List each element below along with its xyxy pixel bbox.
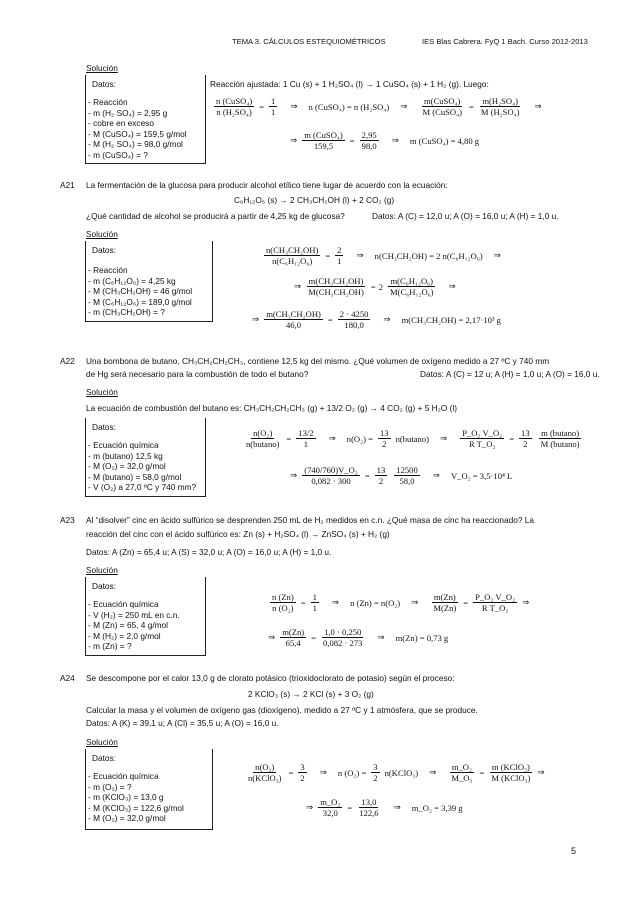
- datos-title: Datos:: [92, 581, 116, 591]
- header-left: TEMA 3. CÁLCULOS ESTEQUIOMÉTRICOS: [232, 37, 386, 46]
- implies-icon: ⇒: [306, 802, 314, 812]
- problem-data: Datos: A (K) = 39,1 u; A (Cl) = 35,5 u; A (O) = 16,0 u.: [86, 718, 279, 728]
- datos-item: - Reacción: [88, 265, 128, 275]
- datos-list: [88, 599, 180, 652]
- implies-icon: ⇒: [448, 281, 456, 291]
- datos-item: - M (CuSO₄) = 159,5 g/mol: [88, 128, 187, 139]
- chemical-equation: 2 KClO₃ (s) → 2 KCl (s) + 3 O₂ (g): [248, 689, 374, 699]
- implies-icon: ⇒: [429, 767, 437, 777]
- implies-icon: ⇒: [290, 135, 298, 145]
- datos-item: - V (O₂) a 27,0 ºC y 740 mm?: [88, 482, 197, 493]
- implies-icon: ⇒: [328, 433, 336, 443]
- problem-statement: Al “disolver” cinc en ácido sulfúrico se desprenden 250 mL de H₂ medidos en c.n. ¿Qué masa de cinc ha reaccionado? La: [86, 515, 534, 525]
- problem-question: ¿Qué cantidad de alcohol se producirá a partir de 4,25 kg de glucosa?: [86, 211, 345, 221]
- datos-box-right: [212, 241, 213, 321]
- datos-list: [88, 440, 196, 493]
- equation-line: $\frac{n (Zn)}{\text{n (O₂)}}$ = $\frac{1}{1}$ ⇒ n (Zn) = n(O₂) ⇒ $\frac{m(Zn)}{M(Zn)}$ = $\frac{\text{P\_O₂ V\_O₂}}{\text{R T\_O₂}}$ ⇒: [272, 592, 530, 613]
- datos-item: - M (CH₃CH₂OH) = 46 g/mol: [88, 286, 193, 297]
- datos-item: - Ecuación química: [88, 599, 159, 609]
- datos-title: Datos:: [92, 753, 116, 763]
- datos-box-right: [205, 577, 206, 655]
- problem-label: A24: [60, 673, 75, 683]
- datos-item: - Ecuación química: [88, 771, 159, 781]
- equation-line: ⇒ $\frac{\text{m(CH₃CH₂OH)}}{46,0}$ = $\frac{2 \cdot 4250}{180,0}$ ⇒ m(CH₃CH₂OH) = 2,17·10³ g: [252, 309, 501, 330]
- datos-item: - M (H₂ SO₄) = 98,0 g/mol: [88, 139, 183, 150]
- problem-statement: Se descompone por el calor 13,0 g de clorato potásico (trioxidoclorato de potasio) según el proceso:: [86, 673, 455, 683]
- datos-list: [88, 771, 184, 824]
- datos-item: - M (O₂) = 32,0 g/mol: [88, 813, 166, 824]
- datos-item: - M (O₂) = 32,0 g/mol: [88, 461, 166, 472]
- datos-item: - m (KClO₃) = 13,0 g: [88, 792, 164, 803]
- implies-icon: ⇒: [493, 250, 501, 260]
- solution-heading: Solución: [86, 229, 118, 239]
- equation-line: $\frac{\text{n(CH₃CH₂OH)}}{\text{n(C₆H₁₂O₆)}}$ = $\frac{2}{1}$ ⇒ n(CH₃CH₂OH) = 2 n(C₆H₁₂O₆) ⇒: [266, 245, 501, 266]
- implies-icon: ⇒: [440, 433, 448, 443]
- problem-data: Datos: A (C) = 12,0 u; A (O) = 16,0 u; A (H) = 1,0 u.: [372, 211, 559, 221]
- datos-box-right: [212, 749, 213, 829]
- datos-item: - cobre en exceso: [88, 118, 154, 129]
- datos-box-left: [85, 75, 86, 163]
- datos-title: Datos:: [92, 245, 116, 255]
- problem-label: A22: [60, 356, 75, 366]
- solution-heading: Solución: [86, 565, 118, 575]
- datos-item: - m (butano) 12,5 kg: [88, 450, 163, 461]
- page-number: 5: [571, 846, 577, 856]
- datos-box-bottom: [85, 655, 206, 656]
- problem-statement: La fermentación de la glucosa para producir alcohol etílico tiene lugar de acuerdo con la ecuación:: [86, 180, 448, 190]
- implies-icon: ⇒: [522, 597, 530, 607]
- solution-heading: Solución: [86, 737, 118, 747]
- datos-box-left: [85, 749, 86, 829]
- datos-title: Datos:: [92, 79, 116, 89]
- implies-icon: ⇒: [356, 250, 364, 260]
- implies-icon: ⇒: [331, 597, 340, 607]
- chemical-equation: C₆H₁₂O₆ (s) → 2 CH₃CH₂OH (l) + 2 CO₂ (g): [234, 195, 395, 205]
- implies-icon: ⇒: [411, 597, 419, 607]
- datos-item: - V (H₂) = 250 mL en c.n.: [88, 609, 180, 620]
- datos-box-left: [85, 418, 86, 496]
- equation-line: ⇒ $\frac{\text{m(CH₃CH₂OH)}}{\text{M(CH₃CH₂OH)}}$ = 2 $\frac{\text{m(C₆H₁₂O₆)}}{\text{M(C₆H₁₂O₆)}}$ ⇒: [294, 276, 456, 297]
- implies-icon: ⇒: [252, 314, 260, 324]
- datos-item: - M (Zn) = 65, 4 g/mol: [88, 620, 168, 631]
- datos-item: - m (C₆H₁₂O₆) = 4,25 kg: [88, 275, 176, 286]
- datos-item: - Reacción: [88, 97, 128, 107]
- problem-statement: de Hg será necesario para la combustión de todo el butano?: [86, 369, 309, 379]
- problem-statement: Una bombona de butano, CH₃CH₂CH₂CH₃, contiene 12,5 kg del mismo. ¿Qué volumen de oxígeno medido a 27 ºC y 740 mm: [86, 356, 550, 366]
- equation-line: ⇒ $\frac{m(Zn)}{65,4}$ = $\frac{1,0 \cdot 0,250}{0,082 \cdot 273}$ ⇒ m(Zn) = 0,73 g: [268, 627, 449, 648]
- implies-icon: ⇒: [393, 802, 401, 812]
- equation-line: ⇒ $\frac{\text{(740/760)V\_O₂}}{0,082 \cdot 300}$ = $\frac{13}{2}$ $\frac{12500}{58,0}$ ⇒ V_O₂ = 3,5·10⁴ L: [290, 465, 513, 486]
- datos-box-bottom: [85, 829, 213, 830]
- datos-box-right: [205, 418, 206, 496]
- datos-title: Datos:: [92, 422, 116, 432]
- datos-box-right: [205, 75, 206, 163]
- equation-line: ⇒ $\frac{\text{m (CuSO₄)}}{159,5}$ = $\frac{2,95}{98,0}$ ⇒ m (CuSO₄) = 4,80 g: [290, 130, 480, 151]
- reaction-text: Reacción ajustada: 1 Cu (s) + 1 H₂SO₄ (l) → 1 CuSO₄ (s) + 1 H₂ (g). Luego:: [210, 79, 489, 89]
- datos-item: - m (O₂) = ?: [88, 781, 132, 792]
- implies-icon: ⇒: [383, 314, 391, 324]
- datos-item: - M (KClO₃) = 122,6 g/mol: [88, 802, 184, 813]
- datos-item: - M (H₂) = 2,0 g/mol: [88, 630, 161, 641]
- datos-item: - Ecuación química: [88, 440, 159, 450]
- problem-data: Datos: A (C) = 12 u; A (H) = 1,0 u; A (O) = 16,0 u.: [420, 369, 600, 379]
- problem-label: A23: [60, 515, 75, 525]
- implies-icon: ⇒: [537, 767, 545, 777]
- datos-box-left: [85, 241, 86, 321]
- implies-icon: ⇒: [290, 470, 298, 480]
- implies-icon: ⇒: [268, 632, 276, 642]
- datos-item: - m (CuSO₄) = ?: [88, 149, 148, 160]
- datos-box-bottom: [85, 496, 206, 497]
- implies-icon: ⇒: [432, 470, 440, 480]
- problem-data: Datos: A (Zn) = 65,4 u; A (S) = 32,0 u; A (O) = 16,0 u; A (H) = 1,0 u.: [86, 547, 332, 557]
- implies-icon: ⇒: [400, 101, 408, 111]
- equation-line: $\frac{\text{n (CuSO₄)}}{\text{n (H₂SO₄)}}$ = $\frac{1}{1}$ ⇒ n (CuSO₄) = n (H₂SO₄) ⇒ $\frac{\text{m(CuSO₄)}}{\text{M (CuSO₄)}}$ = $\frac{\text{m(H₂SO₄)}}{\text{M (H₂SO₄)}}$ ⇒: [216, 96, 542, 117]
- problem-statement: reacción del cinc con el ácido sulfúrico es: Zn (s) + H₂SO₄ (l) → ZnSO₄ (s) + H₂ (g): [86, 529, 390, 539]
- datos-item: - M (butano) = 58,0 g/mol: [88, 471, 182, 482]
- datos-box-bottom: [85, 321, 213, 322]
- equation-line: ⇒ $\frac{\text{m\_O₂}}{32,0}$ = $\frac{13,0}{122,6}$ ⇒ m_O₂ = 3,39 g: [306, 797, 463, 818]
- solution-heading: Solución: [86, 63, 118, 73]
- datos-item: - m (CH₃CH₂OH) = ?: [88, 307, 165, 318]
- solution-heading: Solución: [86, 387, 118, 397]
- implies-icon: ⇒: [534, 101, 542, 111]
- implies-icon: ⇒: [319, 767, 327, 777]
- implies-icon: ⇒: [294, 281, 302, 291]
- datos-list: [88, 97, 187, 161]
- problem-label: A21: [60, 180, 75, 190]
- implies-icon: ⇒: [290, 101, 298, 111]
- datos-list: [88, 265, 192, 318]
- equation-line: $\frac{\text{n(O₂)}}{n(butano)}$ = $\frac{13/2}{1}$ ⇒ n(O₂) = $\frac{13}{2}$ n(butano) ⇒ $\frac{\text{P\_O₂ V\_O₂}}{\text{R T\_O₂}}$ = $\frac{13}{2}$ $\frac{m (butano)}{M (butano)}$: [246, 428, 580, 449]
- implies-icon: ⇒: [377, 632, 385, 642]
- header-right: IES Blas Cabrera. FyQ 1 Bach. Curso 2012-2013: [422, 37, 588, 46]
- datos-box-bottom: [85, 163, 206, 164]
- datos-item: - m (Zn) = ?: [88, 641, 132, 652]
- datos-item: - m (H₂ SO₄) = 2,95 g: [88, 107, 168, 118]
- problem-question: Calcular la masa y el volumen de oxígeno gas (dioxígeno), medido a 27 ºC y 1 atmósfera, que se produce.: [86, 705, 478, 715]
- datos-box-left: [85, 577, 86, 655]
- equation-line: $\frac{\text{n(O₂)}}{\text{n(KClO₃)}}$ = $\frac{3}{2}$ ⇒ n (O₂) = $\frac{3}{2}$ n(KClO₃) ⇒ $\frac{\text{m\_O₂}}{\text{M\_O₂}}$ = $\frac{\text{m (KClO₃)}}{\text{M (KClO₃)}}$ ⇒: [248, 762, 545, 783]
- datos-item: - M (C₆H₁₂O₆) = 189,0 g/mol: [88, 296, 192, 307]
- combustion-equation: La ecuación de combustión del butano es: CH₃CH₂CH₂CH₃ (g) + 13/2 O₂ (g) → 4 CO₂ (g) + 5 H₂O (l): [86, 403, 458, 413]
- implies-icon: ⇒: [391, 135, 399, 145]
